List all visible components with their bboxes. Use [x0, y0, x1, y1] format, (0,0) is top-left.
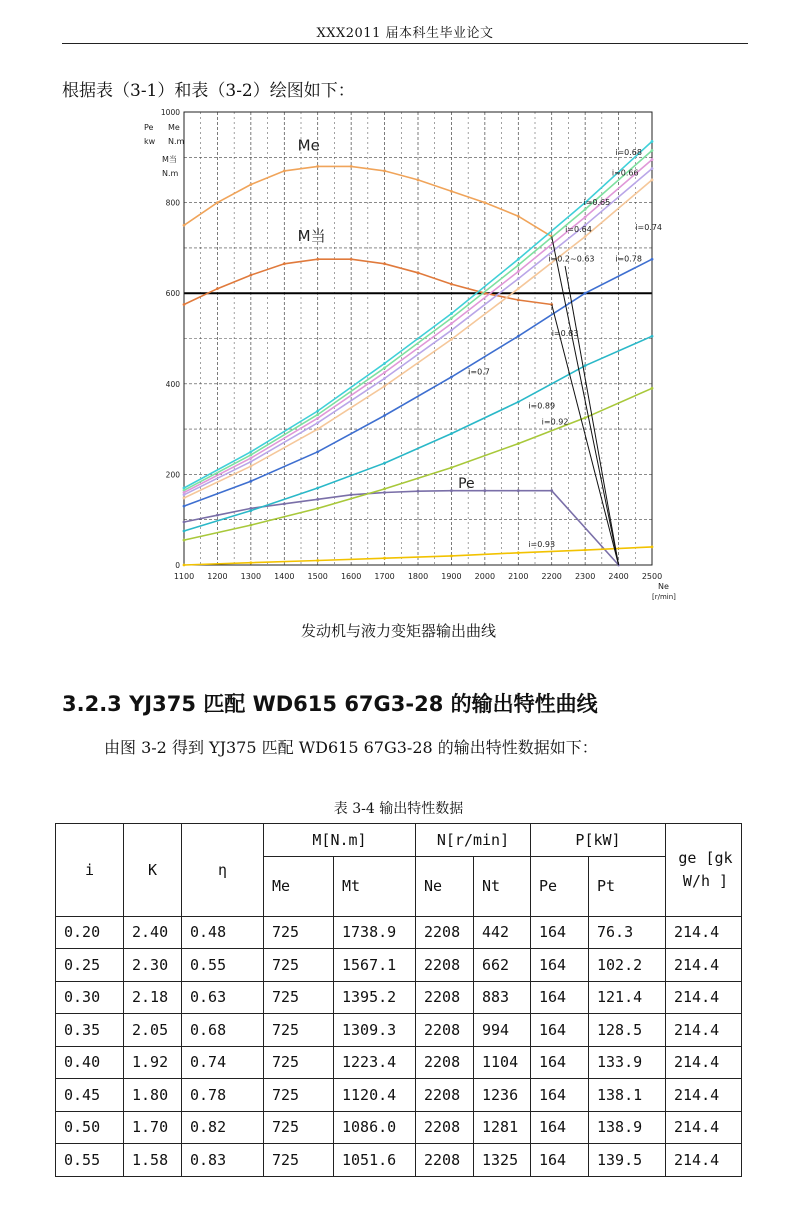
- x-axis-label: Ne: [658, 582, 669, 591]
- header-i: i: [56, 824, 124, 917]
- series-point: [249, 524, 252, 527]
- table-cell: 725: [264, 981, 334, 1014]
- series-point: [350, 493, 353, 496]
- table-cell: 214.4: [666, 981, 742, 1014]
- series-point: [183, 530, 186, 533]
- x-tick-label: 1900: [441, 572, 462, 581]
- annotation-label: i=0.93: [528, 539, 556, 549]
- series-point: [517, 258, 520, 261]
- table-cell: 1.58: [124, 1144, 182, 1177]
- series-point: [450, 283, 453, 286]
- series-point: [350, 165, 353, 168]
- annotation-label: i=0.7: [468, 367, 490, 377]
- table-cell: 2208: [416, 949, 474, 982]
- table-cell: 214.4: [666, 949, 742, 982]
- series-point: [651, 167, 654, 170]
- table-row: [56, 1014, 742, 1047]
- series-point: [316, 428, 319, 431]
- series-point: [383, 367, 386, 370]
- table-row: [56, 1079, 742, 1112]
- header-k: K: [124, 824, 182, 917]
- series-point: [651, 179, 654, 182]
- series-point: [450, 432, 453, 435]
- series-point: [183, 521, 186, 524]
- series-point: [651, 387, 654, 390]
- series-point: [316, 559, 319, 562]
- series-point: [249, 274, 252, 277]
- series-point: [316, 450, 319, 453]
- table-cell: 2208: [416, 1079, 474, 1112]
- series-point: [584, 364, 587, 367]
- table-cell: 2.18: [124, 981, 182, 1014]
- series-point: [249, 465, 252, 468]
- series-point: [249, 457, 252, 460]
- series-point: [249, 183, 252, 186]
- table-cell: 2208: [416, 916, 474, 949]
- series-point: [383, 487, 386, 490]
- table-row: [56, 1111, 742, 1144]
- series-point: [584, 416, 587, 419]
- table-cell: 0.25: [56, 949, 124, 982]
- series-point: [316, 487, 319, 490]
- y-tick-label: 600: [165, 289, 180, 299]
- series-point: [517, 270, 520, 273]
- intro-text: 根据表（3-1）和表（3-2）绘图如下：: [62, 81, 355, 101]
- table-cell: 725: [264, 949, 334, 982]
- x-tick-label: 1100: [173, 572, 195, 581]
- series-point: [249, 509, 252, 512]
- series-point: [517, 287, 520, 290]
- series-point: [584, 208, 587, 211]
- x-tick-label: 1700: [374, 572, 395, 581]
- table-cell: 164: [531, 1014, 589, 1047]
- series-point: [283, 262, 286, 265]
- table-cell: 2208: [416, 1144, 474, 1177]
- series-point: [517, 335, 520, 338]
- table-cell: 1281: [474, 1111, 531, 1144]
- x-axis-label: [r/min]: [652, 593, 676, 601]
- header-pe: Pe: [531, 856, 589, 916]
- series-point: [383, 169, 386, 172]
- table-cell: 0.35: [56, 1014, 124, 1047]
- table-cell: 0.45: [56, 1079, 124, 1112]
- converge-line: [565, 266, 618, 565]
- series-point: [651, 158, 654, 161]
- table-cell: 164: [531, 1144, 589, 1177]
- series-line: [184, 166, 552, 236]
- table-row: [56, 1046, 742, 1079]
- table-cell: 1120.4: [334, 1079, 416, 1112]
- table-cell: 138.9: [589, 1111, 666, 1144]
- header-pt: Pt: [589, 856, 666, 916]
- table-cell: 164: [531, 981, 589, 1014]
- y-axis-label: Pe: [144, 123, 154, 132]
- series-point: [183, 539, 186, 542]
- y-axis-label: N.m: [162, 169, 179, 178]
- series-point: [517, 442, 520, 445]
- series-point: [584, 235, 587, 238]
- series-point: [651, 258, 654, 261]
- series-point: [249, 561, 252, 564]
- table-cell: 0.78: [182, 1079, 264, 1112]
- table-cell: 138.1: [589, 1079, 666, 1112]
- y-tick-label: 200: [165, 470, 180, 480]
- y-tick-label: 400: [165, 379, 180, 389]
- series-point: [584, 292, 587, 295]
- chart-svg: [130, 100, 690, 610]
- series-point: [450, 317, 453, 320]
- header-mt: Mt: [334, 856, 416, 916]
- table-cell: 1.80: [124, 1079, 182, 1112]
- series-point: [517, 551, 520, 554]
- series-point: [450, 555, 453, 558]
- header-nt: Nt: [474, 856, 531, 916]
- table-cell: 0.55: [56, 1144, 124, 1177]
- series-point: [450, 329, 453, 332]
- series-point: [283, 169, 286, 172]
- table-cell: 725: [264, 1111, 334, 1144]
- table-cell: 214.4: [666, 1046, 742, 1079]
- table-cell: 994: [474, 1014, 531, 1047]
- series-point: [383, 362, 386, 365]
- table-cell: 662: [474, 949, 531, 982]
- table-cell: 2208: [416, 1111, 474, 1144]
- figure-caption: 发动机与液力变矩器输出曲线: [300, 622, 496, 640]
- series-point: [249, 450, 252, 453]
- annotation-label: i=0.64: [565, 225, 592, 235]
- series-point: [450, 312, 453, 315]
- series-point: [216, 201, 219, 204]
- series-point: [316, 413, 319, 416]
- table-cell: 1.70: [124, 1111, 182, 1144]
- table-cell: 1.92: [124, 1046, 182, 1079]
- series-point: [183, 303, 186, 306]
- series-point: [383, 377, 386, 380]
- table-cell: 1104: [474, 1046, 531, 1079]
- series-point: [316, 498, 319, 501]
- table-cell: 214.4: [666, 1144, 742, 1177]
- table-cell: 164: [531, 1111, 589, 1144]
- table-cell: 725: [264, 1144, 334, 1177]
- header-n-group: N[r/min]: [416, 824, 531, 857]
- table-row: [56, 916, 742, 949]
- series-point: [249, 454, 252, 457]
- series-point: [651, 335, 654, 338]
- table-cell: 0.20: [56, 916, 124, 949]
- converge-line: [552, 237, 619, 565]
- table-cell: 725: [264, 1079, 334, 1112]
- series-point: [584, 549, 587, 552]
- section-heading: 3.2.3 YJ375 匹配 WD615 67G3-28 的输出特性曲线: [62, 692, 598, 716]
- table-cell: 164: [531, 916, 589, 949]
- series-point: [383, 371, 386, 374]
- table-cell: 725: [264, 1046, 334, 1079]
- series-point: [383, 491, 386, 494]
- series-point: [216, 514, 219, 517]
- series-point: [417, 490, 420, 493]
- annotation-label: i=0.68: [615, 148, 642, 158]
- annotation-label: i=0.83: [551, 329, 579, 339]
- x-tick-label: 2000: [474, 572, 496, 581]
- curve-label-pe: Pe: [458, 475, 475, 492]
- x-tick-label: 1800: [407, 572, 429, 581]
- y-tick-label: 0: [175, 561, 180, 570]
- table-cell: 2.40: [124, 916, 182, 949]
- series-point: [483, 489, 486, 492]
- series-point: [584, 216, 587, 219]
- series-point: [450, 190, 453, 193]
- header-m-group: M[N.m]: [264, 824, 416, 857]
- series-point: [383, 557, 386, 560]
- table-cell: 442: [474, 916, 531, 949]
- series-point: [183, 224, 186, 227]
- table-cell: 0.50: [56, 1111, 124, 1144]
- annotation-label: i=0.89: [528, 401, 556, 411]
- series-point: [316, 507, 319, 510]
- x-tick-label: 1300: [240, 572, 262, 581]
- y-tick-label: 1000: [160, 108, 180, 117]
- table-cell: 1567.1: [334, 949, 416, 982]
- x-tick-label: 2200: [541, 572, 562, 581]
- annotation-label: i=0.74: [635, 222, 663, 232]
- table-cell: 1051.6: [334, 1144, 416, 1177]
- x-tick-label: 1600: [340, 572, 362, 581]
- curve-label-me: Me: [297, 136, 320, 155]
- annotation-label: i=0.66: [611, 168, 639, 178]
- series-point: [450, 322, 453, 325]
- series-point: [383, 385, 386, 388]
- table-cell: 1236: [474, 1079, 531, 1112]
- table-cell: 0.74: [182, 1046, 264, 1079]
- table-cell: 214.4: [666, 1014, 742, 1047]
- table-cell: 214.4: [666, 1111, 742, 1144]
- y-axis-label: Me: [168, 123, 180, 132]
- table-cell: 0.30: [56, 981, 124, 1014]
- table-cell: 164: [531, 1046, 589, 1079]
- table-cell: 0.83: [182, 1144, 264, 1177]
- table-caption: 表 3-4 输出特性数据: [333, 801, 464, 817]
- header-ge: ge [gkW/h ]: [666, 824, 742, 917]
- table-cell: 0.48: [182, 916, 264, 949]
- y-tick-label: 800: [165, 198, 180, 208]
- series-point: [183, 497, 186, 500]
- y-axis-label: N.m: [168, 137, 185, 146]
- table-cell: 0.63: [182, 981, 264, 1014]
- series-point: [316, 165, 319, 168]
- series-point: [517, 264, 520, 267]
- table-row: [56, 981, 742, 1014]
- y-axis-label: kw: [144, 137, 156, 146]
- table-cell: 76.3: [589, 916, 666, 949]
- x-tick-label: 1200: [207, 572, 228, 581]
- x-tick-label: 1400: [274, 572, 295, 581]
- series-point: [450, 338, 453, 341]
- x-tick-label: 2500: [641, 572, 663, 581]
- table-cell: 164: [531, 1079, 589, 1112]
- table-cell: 133.9: [589, 1046, 666, 1079]
- annotation-label: i=0.65: [583, 197, 611, 207]
- series-point: [383, 462, 386, 465]
- table-header-row: [56, 824, 742, 857]
- table-cell: 214.4: [666, 916, 742, 949]
- series-point: [249, 480, 252, 483]
- header-eta: η: [182, 824, 264, 917]
- table-cell: 139.5: [589, 1144, 666, 1177]
- page-header: XXX2011 届本科生毕业论文: [316, 26, 494, 41]
- x-tick-label: 2100: [508, 572, 529, 581]
- series-point: [417, 271, 420, 274]
- table-cell: 1395.2: [334, 981, 416, 1014]
- table-cell: 121.4: [589, 981, 666, 1014]
- table-cell: 1309.3: [334, 1014, 416, 1047]
- series-point: [383, 262, 386, 265]
- table-cell: 128.5: [589, 1014, 666, 1047]
- series-point: [517, 489, 520, 492]
- y-axis-label: M当: [162, 155, 177, 164]
- series-point: [249, 460, 252, 463]
- table-cell: 102.2: [589, 949, 666, 982]
- series-point: [450, 489, 453, 492]
- header-rule: [62, 43, 748, 44]
- table-cell: 2208: [416, 1014, 474, 1047]
- table-cell: 1738.9: [334, 916, 416, 949]
- output-characteristics-table: [55, 823, 742, 1177]
- x-tick-label: 2400: [608, 572, 629, 581]
- series-point: [283, 502, 286, 505]
- series-point: [517, 215, 520, 218]
- annotation-label: i=0.78: [615, 254, 642, 264]
- table-cell: 2.30: [124, 949, 182, 982]
- header-me: Me: [264, 856, 334, 916]
- x-tick-label: 1500: [307, 572, 328, 581]
- table-cell: 0.40: [56, 1046, 124, 1079]
- table-cell: 725: [264, 916, 334, 949]
- table-cell: 1223.4: [334, 1046, 416, 1079]
- series-point: [183, 564, 186, 567]
- table-cell: 1086.0: [334, 1111, 416, 1144]
- series-point: [183, 493, 186, 496]
- table-cell: 2208: [416, 1046, 474, 1079]
- series-point: [651, 149, 654, 152]
- series-point: [517, 299, 520, 302]
- series-point: [316, 258, 319, 261]
- header-p-group: P[kW]: [531, 824, 666, 857]
- section-text: 由图 3-2 得到 YJ375 匹配 WD615 67G3-28 的输出特性数据如下：: [104, 738, 598, 757]
- series-point: [316, 421, 319, 424]
- series-point: [550, 489, 553, 492]
- table-cell: 164: [531, 949, 589, 982]
- series-point: [517, 401, 520, 404]
- series-point: [183, 505, 186, 508]
- table-cell: 0.55: [182, 949, 264, 982]
- table-cell: 2.05: [124, 1014, 182, 1047]
- annotation-label: i=0.2~0.63: [548, 254, 595, 264]
- table-cell: 0.68: [182, 1014, 264, 1047]
- series-point: [483, 201, 486, 204]
- table-cell: 725: [264, 1014, 334, 1047]
- series-point: [450, 466, 453, 469]
- table-cell: 1325: [474, 1144, 531, 1177]
- curve-label-mdang: M当: [297, 227, 326, 246]
- engine-converter-chart: [130, 100, 690, 610]
- series-point: [450, 376, 453, 379]
- annotation-label: i=0.92: [541, 417, 569, 427]
- table-cell: 2208: [416, 981, 474, 1014]
- table-cell: 214.4: [666, 1079, 742, 1112]
- series-point: [316, 410, 319, 413]
- series-point: [651, 545, 654, 548]
- series-point: [651, 140, 654, 143]
- series-point: [417, 179, 420, 182]
- table-row: [56, 1144, 742, 1177]
- table-cell: 0.82: [182, 1111, 264, 1144]
- header-ne: Ne: [416, 856, 474, 916]
- series-point: [383, 414, 386, 417]
- x-tick-label: 2300: [574, 572, 596, 581]
- table-cell: 883: [474, 981, 531, 1014]
- series-point: [216, 287, 219, 290]
- table-row: [56, 949, 742, 982]
- series-point: [350, 258, 353, 261]
- series-point: [316, 417, 319, 420]
- series-point: [517, 277, 520, 280]
